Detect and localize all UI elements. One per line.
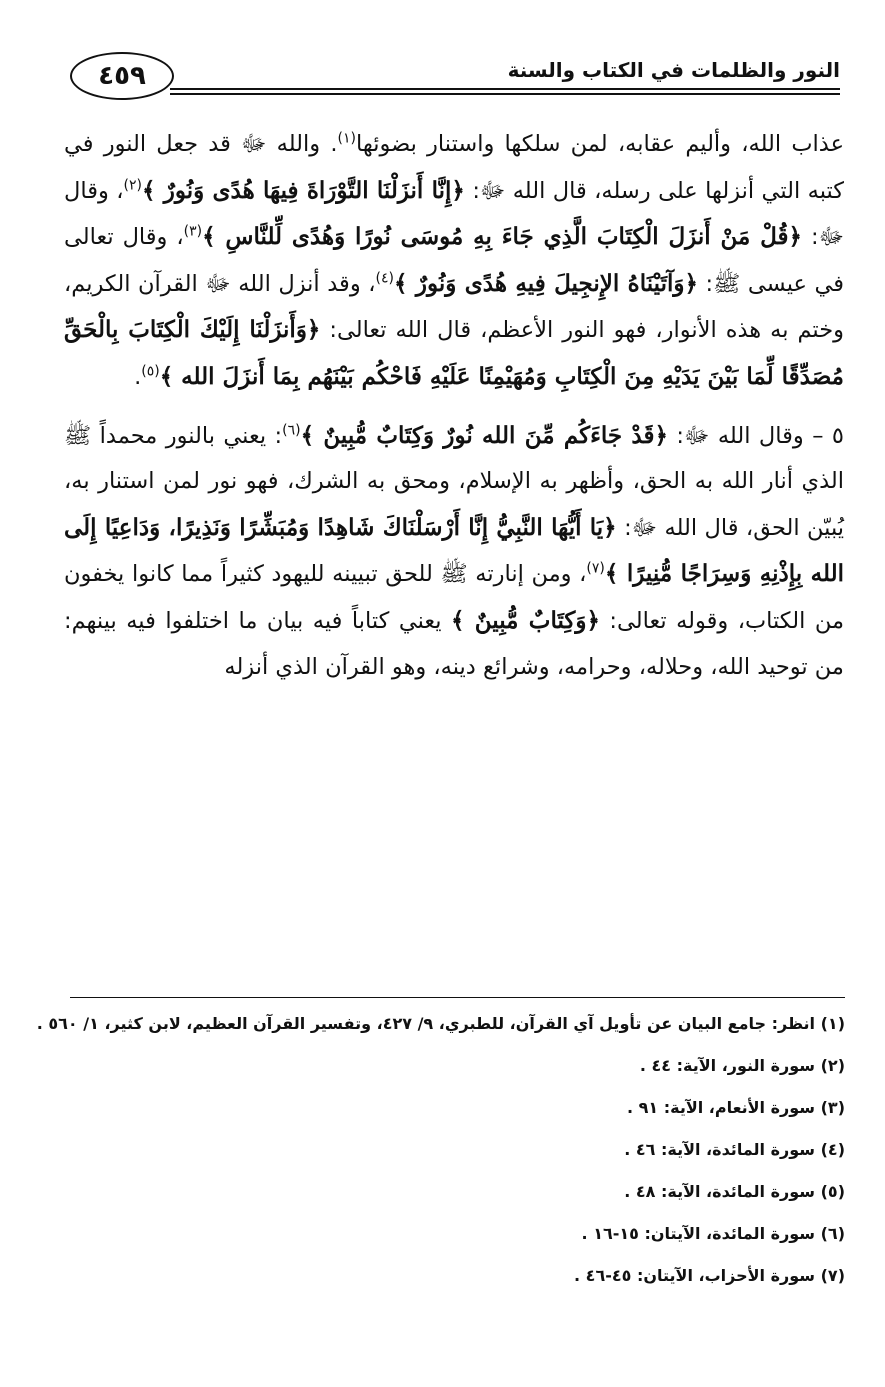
footnote-ref: (١) [337,130,356,147]
footnote-5: (٥) سورة المائدة، الآية: ٤٨ . [624,1182,845,1201]
text-run: يعني كتاباً فيه بيان ما اختلفوا فيه بينهم: من توحيد الله، وحلاله، وحرامه، وشرائع دينه، وهو القرآن الذي أنزله [64,607,844,680]
text-run: ، ومن إنارته ﷺ للحق تبيينه لليهود كثيراً مما كانوا يخفون من الكتاب، وقوله تعالى: [64,561,844,634]
header-rule [170,88,840,95]
footnote-4: (٤) سورة المائدة، الآية: ٤٦ . [624,1140,845,1159]
quran-verse: ﴿يَا أَيُّهَا النَّبِيُّ إِنَّا أَرْسَلْنَاكَ شَاهِدًا وَمُبَشِّرًا وَنَذِيرًا، وَدَاعِيًا إِلَى الله بِإِذْنِهِ وَسِرَاجًا مُّنِيرًا ﴾ [64,513,844,588]
page-number: ٤٥٩ [70,52,174,100]
main-text [64,122,844,690]
text-run: ٥ – وقال الله ﷻ: [667,422,845,449]
footnote-ref: (٣) [183,223,203,240]
footnote-2: (٢) سورة النور، الآية: ٤٤ . [639,1056,845,1075]
text-run: ، وقد أنزل الله ﷻ القرآن الكريم، وختم به هذه الأنوار، فهو النور الأعظم، قال الله تعالى: [64,270,844,344]
quran-verse: ﴿وَأَنزَلْنَا إِلَيْكَ الْكِتَابَ بِالْحَقِّ مُصَدِّقًا لِّمَا بَيْنَ يَدَيْهِ مِنَ الْكِتَابِ وَمُهَيْمِنًا عَلَيْهِ فَاحْكُم بَيْنَهُم بِمَا أَنزَلَ الله ﴾ [64,316,844,390]
text-run: ، وقال تعالى في عيسى ﷺ: [64,224,844,297]
paragraph-1 [64,122,844,401]
text-run: . [134,363,142,390]
footnote-ref: (٢) [123,177,142,194]
running-title: النور والظلمات في الكتاب والسنة [507,58,840,82]
page-header [70,50,840,102]
footnote-rule [70,997,845,998]
text-run: : يعني بالنور محمداً ﷺ الذي أنار الله به الحق، وأظهر به الإسلام، ومحق به الشرك، فهو نور لمن استنار به، يُبيّن الحق، قال الله ﷻ: [64,422,844,541]
quran-verse: ﴿وَآتَيْنَاهُ الإِنجِيلَ فِيهِ هُدًى وَنُورٌ ﴾ [393,269,698,297]
text-run: ، وقال ﷻ: [64,177,844,251]
paragraph-2 [64,413,844,691]
footnote-ref: (٥) [141,363,160,380]
quran-verse: ﴿قُلْ مَنْ أَنزَلَ الْكِتَابَ الَّذِي جَاءَ بِهِ مُوسَى نُورًا وَهُدًى لِّلنَّاسِ ﴾ [202,223,803,251]
footnote-3: (٣) سورة الأنعام، الآية: ٩١ . [626,1098,845,1117]
quran-verse: ﴿وَكِتَابٌ مُّبِينٌ ﴾ [450,606,600,634]
quran-verse: ﴿قَدْ جَاءَكُم مِّنَ الله نُورٌ وَكِتَابٌ مُّبِينٌ ﴾ [300,421,668,449]
footnote-1: (١) انظر: جامع البيان عن تأويل آي القرآن، للطبري، ٩/ ٤٢٧، وتفسير القرآن العظيم، لابن كثير، ١/ ٥٦٠ . [36,1014,845,1033]
footnote-7: (٧) سورة الأحزاب، الآيتان: ٤٥-٤٦ . [574,1266,845,1285]
text-run: عذاب الله، وأليم عقابه، لمن سلكها واستنار بضوئها [355,131,844,157]
footnote-ref: (٧) [586,560,605,577]
quran-verse: ﴿إِنَّا أَنزَلْنَا التَّوْرَاةَ فِيهَا هُدًى وَنُورٌ ﴾ [141,176,465,204]
footnote-ref: (٤) [375,270,394,287]
footnote-ref: (٦) [282,422,301,439]
footnote-6: (٦) سورة المائدة، الآيتان: ١٥-١٦ . [581,1224,845,1243]
text-run: . والله ﷻ قد جعل النور في كتبه التي أنزلها على رسله، قال الله ﷻ: [64,131,844,204]
footnotes [36,1003,845,1297]
